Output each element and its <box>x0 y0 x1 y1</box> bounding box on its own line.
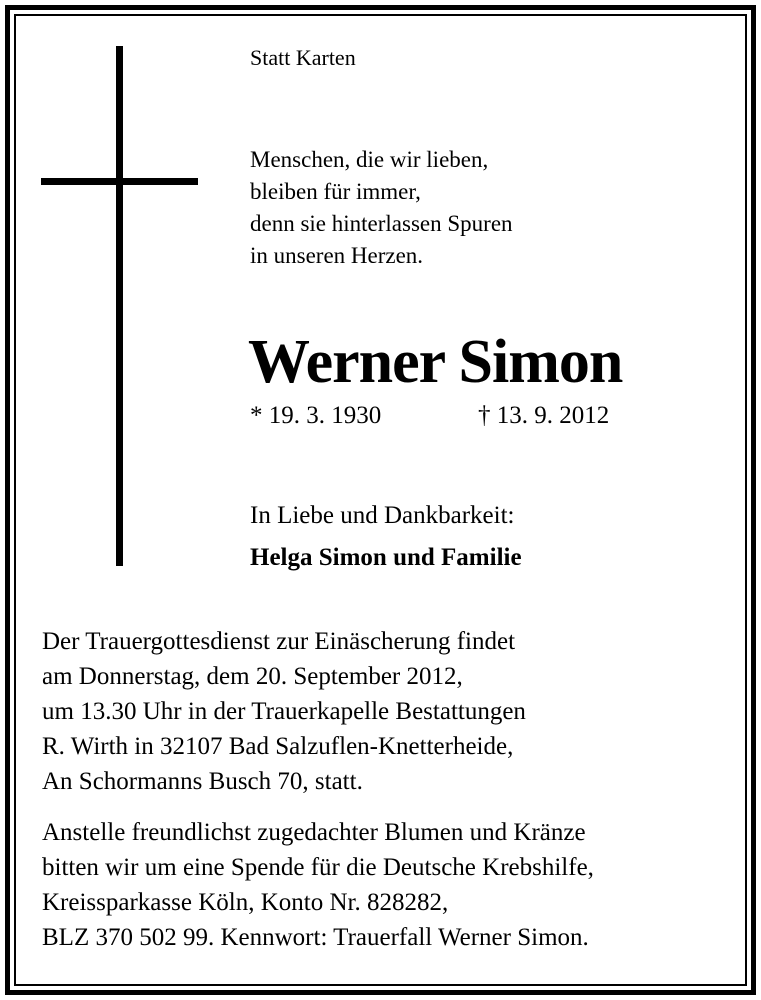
donation-line: BLZ 370 502 99. Kennwort: Trauerfall Werner Simon. <box>42 924 589 951</box>
poem-line: Menschen, die wir lieben, <box>250 147 489 172</box>
poem <box>250 144 513 272</box>
mourners-names: Helga Simon und Familie <box>250 544 522 571</box>
poem-line: denn sie hinterlassen Spuren <box>250 211 513 236</box>
dedication-text: In Liebe und Dankbarkeit: <box>250 502 515 529</box>
service-line: R. Wirth in 32107 Bad Salzuflen-Knetterheide, <box>42 733 514 760</box>
service-line: am Donnerstag, dem 20. September 2012, <box>42 663 463 690</box>
service-line: An Schormanns Busch 70, statt. <box>42 768 363 795</box>
donation-line: bitten wir um eine Spende für die Deutsche Krebshilfe, <box>42 854 594 881</box>
service-line: Der Trauergottesdienst zur Einäscherung findet <box>42 628 516 655</box>
service-info <box>42 624 526 799</box>
cross-icon-vertical-bar <box>116 46 123 566</box>
header-statt-karten: Statt Karten <box>250 45 356 70</box>
death-date: † 13. 9. 2012 <box>478 402 610 429</box>
deceased-name: Werner Simon <box>248 328 623 396</box>
cross-icon-horizontal-bar <box>41 178 198 185</box>
donation-line: Anstelle freundlichst zugedachter Blumen und Kränze <box>42 819 586 846</box>
birth-date: * 19. 3. 1930 <box>250 402 382 429</box>
service-line: um 13.30 Uhr in der Trauerkapelle Bestattungen <box>42 698 526 725</box>
poem-line: bleiben für immer, <box>250 179 421 204</box>
poem-line: in unseren Herzen. <box>250 243 424 268</box>
donation-line: Kreissparkasse Köln, Konto Nr. 828282, <box>42 889 449 916</box>
donation-info <box>42 815 594 955</box>
